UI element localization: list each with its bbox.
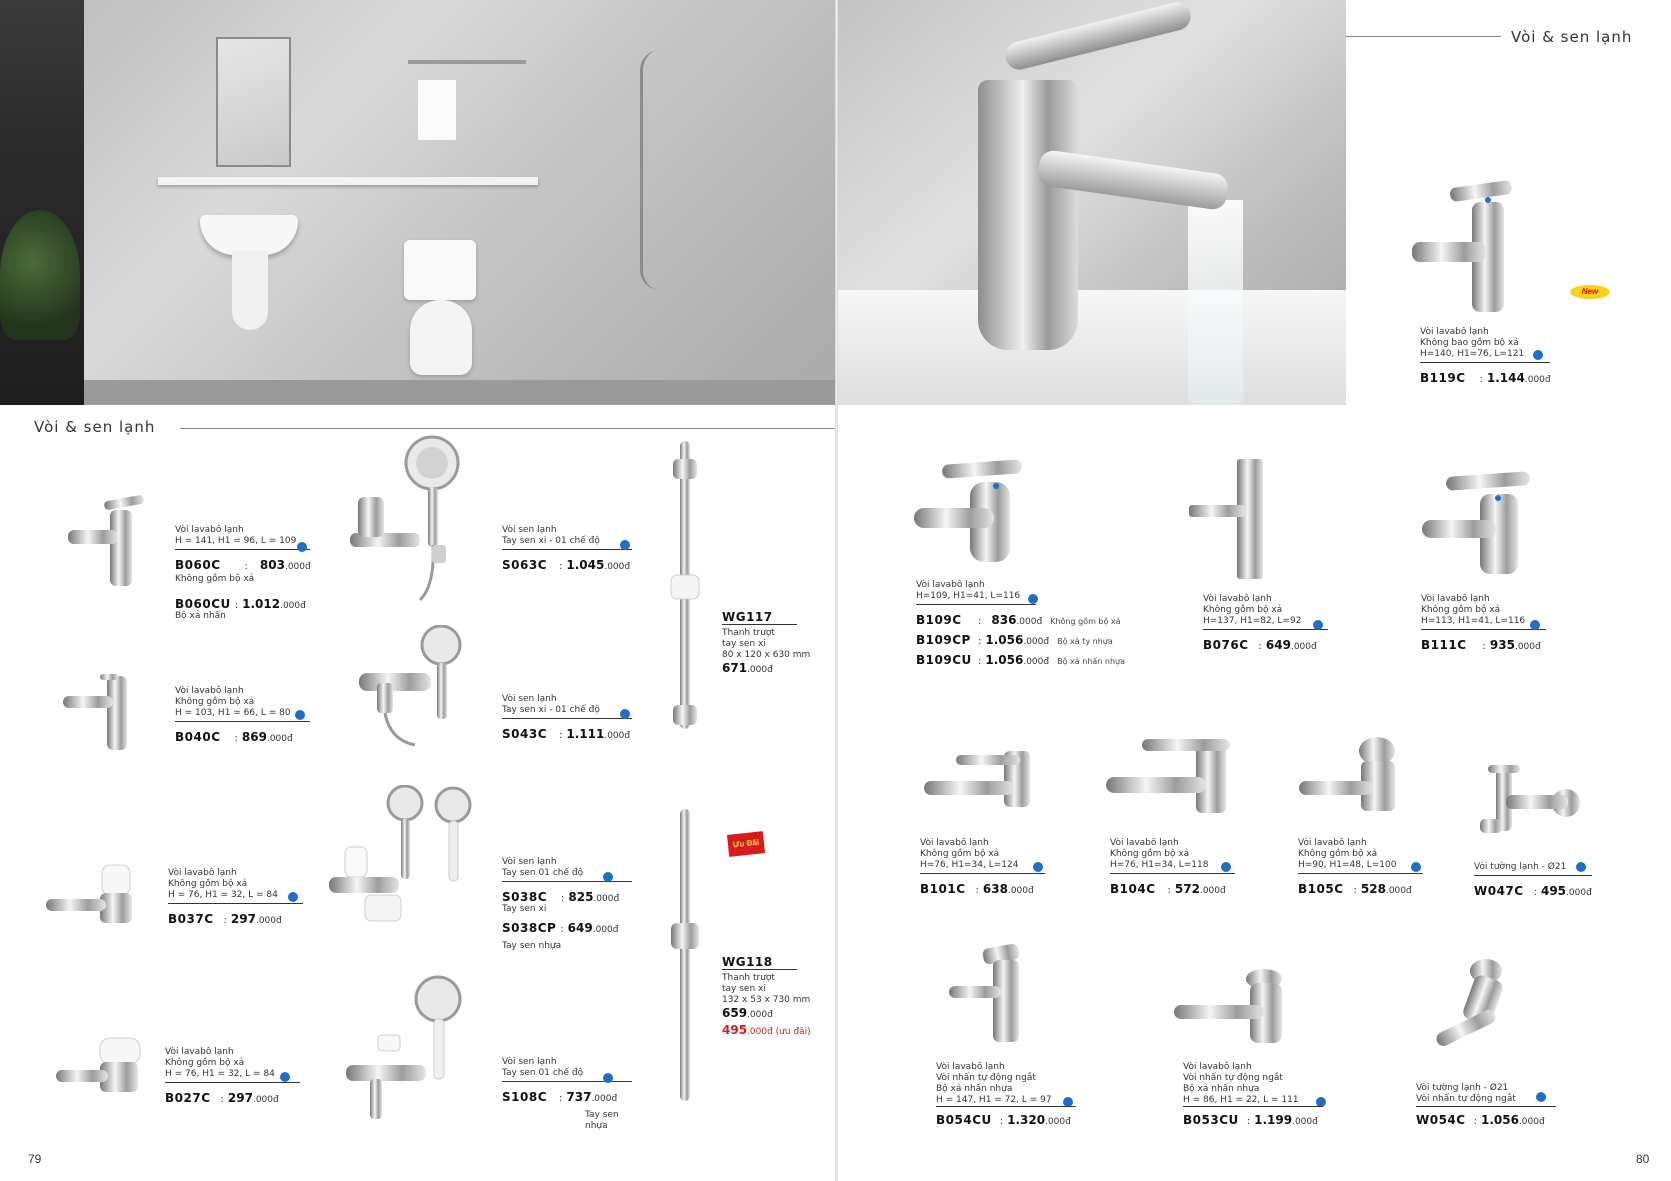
price-row: B105C : 528.000đ (1298, 880, 1423, 900)
product-desc: Không gồm bộ xả (175, 574, 255, 584)
price-unit: .000đ (1566, 888, 1592, 898)
promo-badge: Ưu Đãi (727, 831, 765, 857)
product-dims: H=76, H1=34, L=118 (1110, 860, 1209, 870)
product-code: S038C (502, 890, 547, 904)
price-note: Không gồm bộ xả (1050, 617, 1121, 626)
product-dims: H=90, H1=48, L=100 (1298, 860, 1397, 870)
product-price-2: 1.056 (985, 633, 1024, 647)
section-title: Vòi & sen lạnh (1511, 28, 1633, 46)
price-unit-2: .000đ (592, 925, 619, 935)
price-row: B053CU : 1.199.000đ (1183, 1111, 1323, 1131)
product-price: 836 (991, 613, 1017, 627)
price-unit: .000đ (266, 734, 293, 744)
product-desc: Không gồm bộ xả (1110, 849, 1190, 859)
product-b040 (175, 686, 310, 748)
product-dims: H = 76, H1 = 32, L = 84 (165, 1069, 275, 1079)
product-dims: H=76, H1=34, L=124 (920, 860, 1019, 870)
divider (1420, 362, 1550, 363)
color-dot-icon (297, 542, 307, 552)
product-price-2: 1.012 (242, 597, 281, 611)
product-name: Vòi lavabô lạnh (1420, 327, 1489, 337)
divider (936, 1106, 1076, 1107)
shower-s038-image (325, 785, 475, 935)
divider (502, 881, 632, 882)
product-price: 297 (230, 912, 256, 926)
photo-shelf (158, 177, 538, 185)
price-unit: .000đ (1199, 886, 1226, 896)
faucet-w047-image (1476, 755, 1586, 850)
divider (1298, 873, 1423, 874)
product-b104 (1110, 838, 1235, 900)
divider (1110, 873, 1235, 874)
photo-mirror (216, 37, 291, 167)
shower-s108-image (340, 975, 475, 1135)
price-row: S043C : 1.111.000đ (502, 725, 632, 745)
product-price: 1.199 (1254, 1113, 1293, 1127)
price-unit: .000đ (604, 562, 631, 572)
product-price: 869 (241, 730, 267, 744)
slide-bar-wg118-image (665, 805, 705, 1105)
color-dot-icon (280, 1072, 290, 1082)
price-unit: .000đ (593, 894, 620, 904)
product-desc: Không gồm bộ xả (175, 697, 255, 707)
bathroom-photo (0, 0, 835, 405)
product-code: B076C (1203, 638, 1249, 652)
color-dot-icon (1221, 862, 1231, 872)
price-row: W054C : 1.056.000đ (1416, 1111, 1556, 1131)
divider (168, 903, 303, 904)
price-unit: .000đ (1385, 886, 1412, 896)
price-row: B037C : 297.000đ (168, 910, 303, 930)
product-b109-prices (916, 611, 1136, 671)
product-price: 659 (722, 1006, 748, 1020)
product-w054 (1416, 1083, 1556, 1105)
product-code: B027C (165, 1091, 211, 1105)
slide-bar-wg117-image (665, 437, 705, 732)
product-name: Vòi lavabô lạnh (175, 525, 244, 535)
divider (502, 1081, 632, 1082)
divider (175, 549, 310, 550)
color-dot-icon (1533, 350, 1543, 360)
product-price-2: 649 (567, 921, 593, 935)
product-code: B111C (1421, 638, 1467, 652)
product-name: Vòi sen lạnh (502, 694, 557, 704)
product-code: B060C (175, 558, 221, 572)
divider (722, 969, 797, 970)
product-dims: H=113, H1=41, L=116 (1421, 616, 1526, 626)
catalog-page-79 (0, 0, 835, 1181)
color-dot-icon (1576, 862, 1586, 872)
divider (165, 1082, 300, 1083)
product-wg118 (722, 957, 834, 1040)
product-line1: Thanh trượt (722, 973, 775, 983)
product-line2: tay sen xi (722, 984, 766, 994)
product-b053 (1183, 1062, 1318, 1106)
faucet-b105-image (1293, 735, 1413, 820)
product-code: WG118 (722, 955, 773, 969)
catalog-page-80 (838, 0, 1671, 1181)
product-code: B040C (175, 730, 221, 744)
product-code: S043C (502, 727, 547, 741)
product-code: B105C (1298, 882, 1344, 896)
product-price: 297 (227, 1091, 253, 1105)
color-dot-icon (620, 540, 630, 550)
photo-toilet-tank (404, 240, 476, 300)
promo-unit: .000đ (ưu đãi) (747, 1027, 811, 1037)
product-b076 (1203, 594, 1328, 656)
price-row: B119C : 1.144.000đ (1420, 369, 1550, 389)
product-desc: Tay sen xi - 01 chế độ (502, 705, 600, 715)
product-price: 825 (568, 890, 594, 904)
photo-faucet-body (978, 80, 1078, 350)
product-dims: H = 147, H1 = 72, L = 97 (936, 1095, 1052, 1105)
product-b053-price (1183, 1106, 1323, 1131)
price-row: B101C : 638.000đ (920, 880, 1045, 900)
price-unit: .000đ (255, 916, 282, 926)
price-unit: .000đ (1292, 1117, 1318, 1127)
product-desc-1: Tay sen xi (502, 904, 547, 914)
price-unit: .000đ (747, 1010, 773, 1020)
product-dims: H = 76, H1 = 32, L = 84 (168, 890, 278, 900)
faucet-w054-image (1428, 955, 1538, 1065)
photo-plant (0, 210, 80, 340)
product-b037 (168, 868, 303, 930)
product-price: 935 (1489, 638, 1515, 652)
photo-shower-hose (640, 50, 680, 290)
price-row: B027C : 297.000đ (165, 1089, 300, 1109)
price-unit-2: .000đ (1023, 637, 1050, 647)
divider (1421, 629, 1546, 630)
product-code-2: B109CP (916, 633, 971, 647)
product-price: 572 (1174, 882, 1200, 896)
price-note-2: Bộ xả ty nhựa (1057, 637, 1113, 646)
color-dot-icon (1313, 620, 1323, 630)
product-desc: Tay sen xi - 01 chế độ (502, 536, 600, 546)
product-price: 803 (259, 558, 285, 572)
faucet-b076-image (1183, 455, 1283, 585)
color-dot-icon (288, 892, 298, 902)
photo-dark-room (0, 0, 84, 405)
faucet-b119-image (1406, 180, 1521, 320)
color-dot-icon (603, 872, 613, 882)
faucet-b104-image (1100, 735, 1240, 820)
product-name: Vòi tường lạnh - Ø21 (1474, 862, 1567, 872)
price-row: B109C : 836.000đ Không gồm bộ xả (916, 611, 1136, 631)
price-unit: .000đ (591, 1094, 618, 1104)
product-dims: 80 x 120 x 630 mm (722, 650, 811, 660)
faucet-photo (838, 0, 1346, 405)
product-price: 649 (1265, 638, 1291, 652)
faucet-b060-image (58, 492, 148, 592)
product-name: Vòi lavabô lạnh (1421, 594, 1490, 604)
product-code: B109C (916, 613, 962, 627)
divider (1474, 875, 1592, 876)
product-b054-price (936, 1106, 1076, 1131)
product-code: B054CU (936, 1113, 992, 1127)
faucet-b040-image (55, 668, 145, 753)
product-code: S063C (502, 558, 547, 572)
color-dot-icon (1530, 620, 1540, 630)
product-code: S108C (502, 1090, 547, 1104)
price-row: S063C : 1.045.000đ (502, 556, 632, 576)
product-desc: Không gồm bộ xả (1421, 605, 1501, 615)
shower-s063-image (340, 435, 470, 605)
price-unit: .000đ (1007, 886, 1034, 896)
price-row: B054CU : 1.320.000đ (936, 1111, 1076, 1131)
product-w054-price (1416, 1106, 1556, 1131)
product-code: W054C (1416, 1113, 1466, 1127)
shower-s043-image (355, 625, 470, 750)
product-s063 (502, 525, 632, 576)
product-dims: H=140, H1=76, L=121 (1420, 349, 1525, 359)
product-code: B119C (1420, 371, 1466, 385)
product-name: Vòi sen lạnh (502, 1057, 557, 1067)
price-row-3: B109CU : 1.056.000đ Bộ xả nhấn nhựa (916, 651, 1136, 671)
product-desc: Tay sen 01 chế độ (502, 868, 584, 878)
page-number: 80 (1636, 1152, 1650, 1166)
product-name: Vòi lavabô lạnh (168, 868, 237, 878)
product-desc-2: Bộ xả nhấn nhựa (1183, 1084, 1260, 1094)
price-unit: .000đ (747, 665, 773, 675)
product-desc: Không gồm bộ xả (920, 849, 1000, 859)
photo-floor (84, 380, 835, 405)
divider (916, 604, 1036, 605)
product-dims: H=109, H1=41, L=116 (916, 591, 1021, 601)
color-dot-icon (620, 709, 630, 719)
new-badge: New (1570, 285, 1610, 299)
product-price: 1.144 (1486, 371, 1525, 385)
product-name: Vòi lavabô lạnh (1298, 838, 1367, 848)
product-code: WG117 (722, 610, 773, 624)
product-code: W047C (1474, 884, 1524, 898)
price-unit-2: .000đ (280, 601, 306, 611)
color-dot-icon (603, 1073, 613, 1083)
price-row: S108C : 737.000đ (502, 1088, 632, 1108)
product-s038 (502, 857, 632, 952)
product-desc: Không gồm bộ xả (165, 1058, 245, 1068)
product-dims: 132 x 53 x 730 mm (722, 995, 811, 1005)
price-row (722, 661, 827, 678)
price-note-3: Bộ xả nhấn nhựa (1057, 657, 1125, 666)
product-name: Vòi lavabô lạnh (920, 838, 989, 848)
price-unit-3: .000đ (1023, 657, 1050, 667)
product-b119 (1420, 327, 1550, 389)
section-rule (1346, 36, 1501, 37)
price-row: B076C : 649.000đ (1203, 636, 1328, 656)
divider (1416, 1106, 1556, 1107)
product-code-2: S038CP (502, 921, 557, 935)
product-desc: Không gồm bộ xả (1203, 605, 1283, 615)
product-desc-2: Bộ xả nhấn nhựa (936, 1084, 1013, 1094)
divider (722, 624, 797, 625)
product-wg117 (722, 612, 827, 678)
price-unit: .000đ (604, 731, 631, 741)
product-price: 1.111 (566, 727, 605, 741)
product-s043 (502, 694, 632, 745)
product-price: 495 (1540, 884, 1567, 898)
product-name: Vòi tường lạnh - Ø21 (1416, 1083, 1509, 1093)
price-row: W047C : 495.000đ (1474, 882, 1592, 902)
photo-water-stream (1188, 200, 1243, 405)
price-unit: .000đ (284, 562, 311, 572)
product-code-2: B060CU (175, 597, 231, 611)
faucet-b027-image (52, 1032, 147, 1102)
product-name: Vòi sen lạnh (502, 525, 557, 535)
price-unit: .000đ (1518, 1117, 1545, 1127)
price-row: B111C : 935.000đ (1421, 636, 1546, 656)
price-row: B040C : 869.000đ (175, 728, 310, 748)
product-name: Vòi lavabô lạnh (165, 1047, 234, 1057)
product-desc: Vòi nhấn tự động ngắt (1416, 1094, 1516, 1104)
faucet-b109-image (908, 458, 1038, 568)
product-b105 (1298, 838, 1423, 900)
price-unit: .000đ (1514, 642, 1541, 652)
photo-sink (200, 215, 298, 255)
divider (502, 718, 632, 719)
product-desc: Không gồm bộ xả (1298, 849, 1378, 859)
product-desc: Vòi nhấn tự động ngắt (936, 1073, 1036, 1083)
price-unit: .000đ (252, 1095, 279, 1105)
product-price: 1.056 (1480, 1113, 1519, 1127)
faucet-b054-image (943, 940, 1043, 1045)
product-b101 (920, 838, 1045, 900)
section-title: Vòi & sen lạnh (34, 418, 156, 436)
photo-basin (838, 290, 1346, 405)
product-name: Vòi sen lạnh (502, 857, 557, 867)
divider (1203, 629, 1328, 630)
product-code: B101C (920, 882, 966, 896)
color-dot-icon (1536, 1092, 1546, 1102)
product-dims: H = 86, H1 = 22, L = 111 (1183, 1095, 1299, 1105)
color-dot-icon (1028, 594, 1038, 604)
price-unit: .000đ (1045, 1117, 1071, 1127)
product-desc-2: Tay sen nhựa (585, 1110, 619, 1131)
color-dot-icon (1411, 862, 1421, 872)
product-price: 737 (566, 1090, 592, 1104)
product-name: Vòi lavabô lạnh (1183, 1062, 1252, 1072)
faucet-b111-image (1416, 470, 1541, 580)
price-row-2: B109CP : 1.056.000đ Bộ xả ty nhựa (916, 631, 1136, 651)
product-code: B053CU (1183, 1113, 1239, 1127)
price-row: B104C : 572.000đ (1110, 880, 1235, 900)
photo-pedestal (232, 250, 268, 330)
price-row-2: S038CP : 649.000đ (502, 919, 632, 939)
product-desc: Vòi nhấn tự động ngắt (1183, 1073, 1283, 1083)
color-dot-icon (1033, 862, 1043, 872)
product-desc: Tay sen 01 chế độ (502, 1068, 584, 1078)
photo-towel (418, 80, 456, 140)
product-price: 638 (982, 882, 1008, 896)
faucet-b101-image (920, 745, 1040, 815)
product-price: 671 (722, 661, 748, 675)
product-desc: Không bao gồm bộ xả (1420, 338, 1519, 348)
product-line1: Thanh trượt (722, 628, 775, 638)
product-price: 1.045 (566, 558, 605, 572)
product-price-3: 1.056 (985, 653, 1024, 667)
price-row-2: B060CU : 1.012.000đ (175, 595, 310, 615)
faucet-b037-image (42, 855, 142, 930)
product-code: B104C (1110, 882, 1156, 896)
product-name: Vòi lavabô lạnh (1203, 594, 1272, 604)
photo-faucet-lever (1002, 0, 1193, 73)
product-price: 1.320 (1007, 1113, 1046, 1127)
price-unit: .000đ (1290, 642, 1317, 652)
product-name: Vòi lavabô lạnh (936, 1062, 1005, 1072)
product-b111 (1421, 594, 1546, 656)
photo-toilet-bowl (410, 300, 472, 375)
product-dims: H=137, H1=82, L=92 (1203, 616, 1302, 626)
price-row (722, 1006, 834, 1023)
section-rule (180, 428, 835, 429)
product-code-3: B109CU (916, 653, 972, 667)
promo-price: 495 (722, 1023, 748, 1037)
divider (920, 873, 1045, 874)
product-name: Vòi lavabô lạnh (916, 580, 985, 590)
price-row: S038C : 825.000đ (502, 888, 632, 908)
divider (1183, 1106, 1323, 1107)
photo-towel-bar (408, 60, 526, 64)
product-line2: tay sen xi (722, 639, 766, 649)
page-number: 79 (28, 1152, 42, 1166)
product-dims: H = 141, H1 = 96, L = 109 (175, 536, 297, 546)
product-s108 (502, 1057, 632, 1132)
product-desc-2: Tay sen nhựa (502, 941, 562, 951)
product-price: 528 (1360, 882, 1386, 896)
faucet-b053-image (1170, 965, 1300, 1050)
product-b054 (936, 1062, 1071, 1106)
price-unit: .000đ (1016, 617, 1043, 627)
divider (175, 721, 310, 722)
product-name: Vòi lavabô lạnh (175, 686, 244, 696)
product-desc-2: Bộ xả nhấn (175, 611, 226, 621)
divider (502, 549, 632, 550)
price-row: B060C : 803.000đ (175, 556, 310, 576)
product-w047 (1474, 862, 1592, 902)
product-b060 (175, 525, 310, 622)
product-desc: Không gồm bộ xả (168, 879, 248, 889)
color-dot-icon (295, 710, 305, 720)
product-name: Vòi lavabô lạnh (1110, 838, 1179, 848)
product-b109 (916, 580, 1036, 611)
product-dims: H = 103, H1 = 66, L = 80 (175, 708, 291, 718)
price-unit: .000đ (1524, 375, 1551, 385)
product-code: B037C (168, 912, 214, 926)
promo-price-row (722, 1023, 834, 1040)
